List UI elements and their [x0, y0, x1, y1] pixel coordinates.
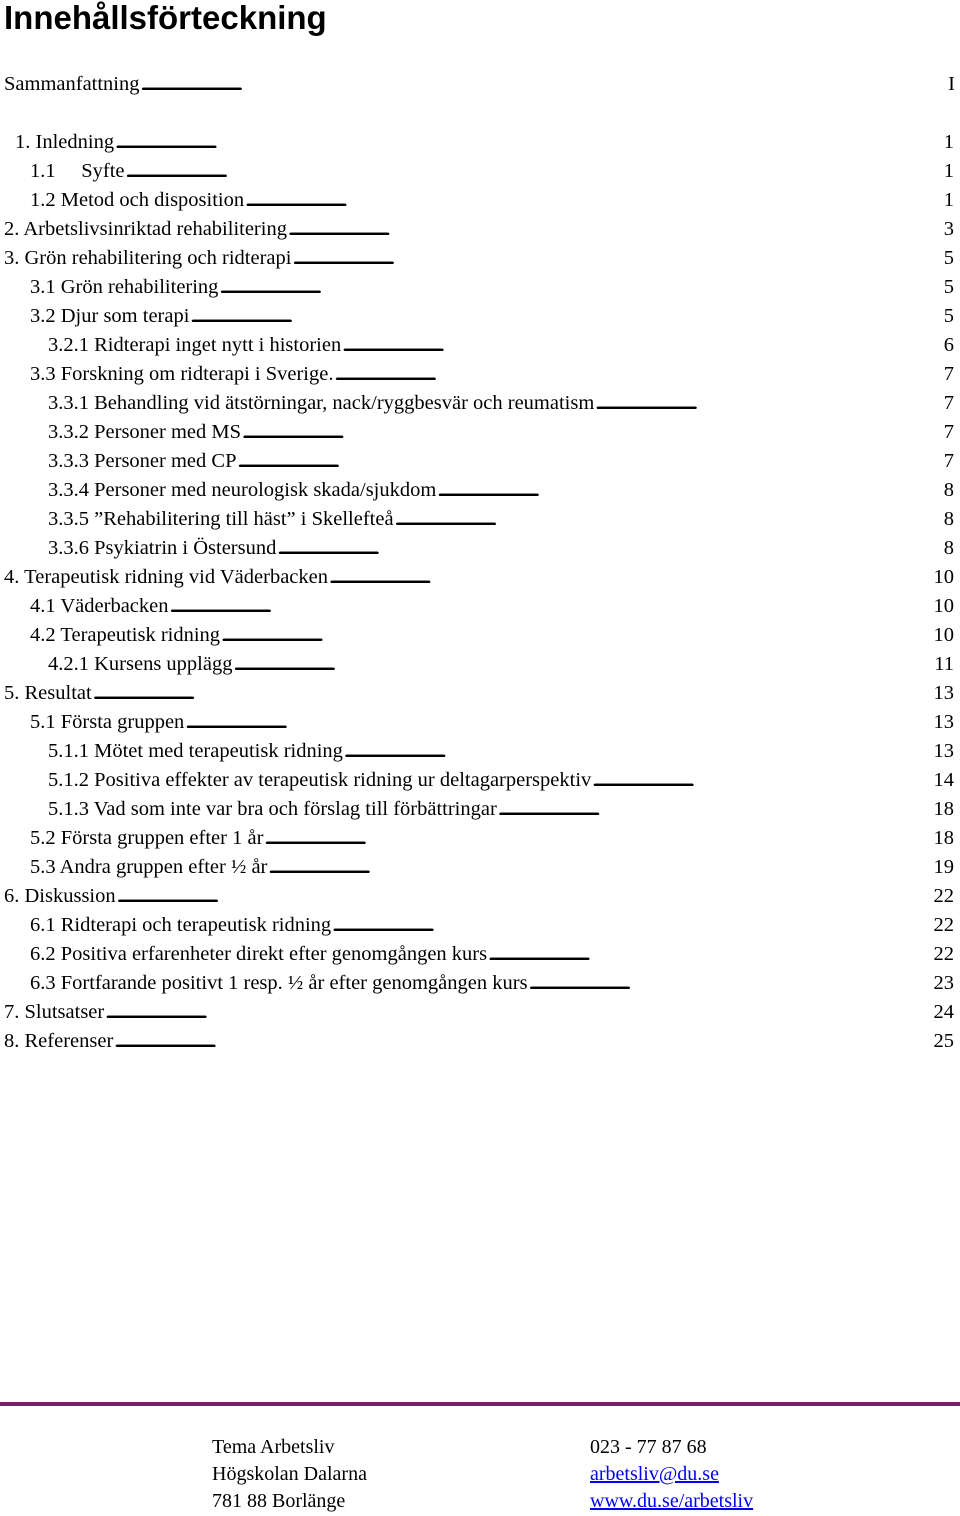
toc-entry-page-number: 6	[943, 334, 954, 356]
toc-dot-leader	[264, 824, 932, 853]
toc-entry-label: 6. Diskussion	[4, 885, 116, 907]
toc-entry[interactable]	[30, 592, 954, 621]
toc-dot-leader	[288, 215, 943, 244]
toc-dot-leader	[115, 128, 943, 157]
toc-entry[interactable]	[30, 157, 954, 186]
toc-entry[interactable]	[4, 998, 954, 1027]
toc-entry-page-number: 1	[943, 189, 954, 211]
footer-divider	[0, 1402, 960, 1406]
toc-entry[interactable]	[30, 302, 954, 331]
toc-dot-leader	[329, 563, 932, 592]
toc-entry-page-number: 11	[934, 653, 954, 675]
toc-dot-leader	[529, 969, 933, 998]
toc-entry-label: 1. Inledning	[15, 131, 115, 153]
toc-dot-leader	[170, 592, 933, 621]
toc-entry-page-number: 13	[933, 711, 954, 733]
toc-entry-label: 6.3 Fortfarande positivt 1 resp. ½ år efter genomgången kurs	[30, 972, 528, 994]
toc-dot-leader	[221, 621, 932, 650]
toc-entry[interactable]	[4, 70, 955, 99]
footer-contact-block	[590, 1434, 753, 1515]
toc-dot-leader	[219, 273, 942, 302]
toc-entry[interactable]	[48, 766, 954, 795]
toc-entry[interactable]	[48, 331, 954, 360]
toc-entry-page-number: 25	[933, 1030, 954, 1052]
toc-dot-leader	[105, 998, 932, 1027]
footer-address-block	[212, 1434, 367, 1515]
toc-entry-label: 1.1 Syfte	[30, 160, 125, 182]
toc-entry-label: 3. Grön rehabilitering och ridterapi	[4, 247, 292, 269]
toc-dot-leader	[233, 650, 933, 679]
toc-entry-label: 4.1 Väderbacken	[30, 595, 169, 617]
footer-email-link[interactable]: arbetsliv@du.se	[590, 1463, 719, 1485]
toc-entry-label: 2. Arbetslivsinriktad rehabilitering	[4, 218, 287, 240]
toc-entry-page-number: 5	[943, 276, 954, 298]
toc-dot-leader	[114, 1027, 932, 1056]
toc-dot-leader	[141, 70, 948, 99]
toc-entry[interactable]	[30, 186, 954, 215]
page-title: Innehållsförteckning	[4, 0, 327, 36]
toc-entry[interactable]	[48, 795, 954, 824]
toc-entry[interactable]	[30, 940, 954, 969]
toc-entry-page-number: 23	[933, 972, 954, 994]
toc-dot-leader	[344, 737, 933, 766]
toc-entry[interactable]	[30, 853, 954, 882]
footer-school: Högskolan Dalarna	[212, 1463, 367, 1485]
toc-entry[interactable]	[48, 418, 954, 447]
toc-entry-label: 7. Slutsatser	[4, 1001, 105, 1023]
footer-phone: 023 - 77 87 68	[590, 1436, 707, 1458]
toc-entry-label: Sammanfattning	[4, 73, 140, 95]
footer-address: 781 88 Borlänge	[212, 1490, 346, 1512]
toc-entry-page-number: 7	[943, 392, 954, 414]
toc-entry-label: 6.1 Ridterapi och terapeutisk ridning	[30, 914, 332, 936]
toc-entry[interactable]	[15, 128, 954, 157]
toc-dot-leader	[93, 679, 933, 708]
toc-entry-page-number: 22	[933, 885, 954, 907]
toc-entry[interactable]	[48, 389, 954, 418]
footer-org: Tema Arbetsliv	[212, 1436, 335, 1458]
toc-entry[interactable]	[30, 621, 954, 650]
toc-entry-label: 3.3.3 Personer med CP	[48, 450, 237, 472]
toc-dot-leader	[292, 244, 942, 273]
toc-entry[interactable]	[48, 505, 954, 534]
toc-dot-leader	[117, 882, 933, 911]
toc-entry-page-number: 14	[933, 769, 954, 791]
toc-entry-label: 5.1.2 Positiva effekter av terapeutisk ridning ur deltagarperspektiv	[48, 769, 592, 791]
toc-dot-leader	[242, 418, 943, 447]
toc-entry-label: 3.2.1 Ridterapi inget nytt i historien	[48, 334, 342, 356]
toc-entry-label: 3.3 Forskning om ridterapi i Sverige.	[30, 363, 334, 385]
toc-entry[interactable]	[4, 882, 954, 911]
toc-entry-page-number: 24	[933, 1001, 954, 1023]
toc-entry-label: 3.3.2 Personer med MS	[48, 421, 242, 443]
toc-entry[interactable]	[48, 476, 954, 505]
toc-dot-leader	[245, 186, 943, 215]
toc-dot-leader	[277, 534, 942, 563]
toc-entry-label: 6.2 Positiva erfarenheter direkt efter genomgången kurs	[30, 943, 488, 965]
toc-entry-label: 3.3.4 Personer med neurologisk skada/sjukdom	[48, 479, 437, 501]
toc-entry-label: 5.3 Andra gruppen efter ½ år	[30, 856, 268, 878]
toc-entry-label: 8. Referenser	[4, 1030, 114, 1052]
toc-entry-page-number: 19	[933, 856, 954, 878]
toc-entry-page-number: 8	[943, 508, 954, 530]
toc-dot-leader	[334, 360, 942, 389]
toc-dot-leader	[395, 505, 943, 534]
toc-entry-label: 3.2 Djur som terapi	[30, 305, 190, 327]
footer-web-link[interactable]: www.du.se/arbetsliv	[590, 1490, 754, 1512]
toc-dot-leader	[488, 940, 932, 969]
toc-entry-label: 3.3.6 Psykiatrin i Östersund	[48, 537, 277, 559]
toc-entry-page-number: 8	[943, 479, 954, 501]
toc-entry[interactable]	[30, 360, 954, 389]
toc-entry-label: 3.1 Grön rehabilitering	[30, 276, 219, 298]
toc-entry[interactable]	[48, 650, 954, 679]
toc-entry-label: 5. Resultat	[4, 682, 92, 704]
toc-dot-leader	[595, 389, 942, 418]
toc-entry-page-number: 13	[933, 740, 954, 762]
toc-entry-label: 5.1.1 Mötet med terapeutisk ridning	[48, 740, 343, 762]
toc-dot-leader	[592, 766, 932, 795]
toc-entry-label: 4. Terapeutisk ridning vid Väderbacken	[4, 566, 329, 588]
toc-entry[interactable]	[4, 215, 954, 244]
toc-entry-page-number: 18	[933, 798, 954, 820]
toc-entry-page-number: 1	[943, 160, 954, 182]
toc-entry-label: 3.3.5 ”Rehabilitering till häst” i Skellefteå	[48, 508, 394, 530]
toc-entry-page-number: 22	[933, 943, 954, 965]
toc-entry-label: 1.2 Metod och disposition	[30, 189, 245, 211]
toc-entry-page-number: 7	[943, 363, 954, 385]
toc-entry-page-number: 7	[943, 450, 954, 472]
toc-entry-page-number: 13	[933, 682, 954, 704]
toc-dot-leader	[332, 911, 932, 940]
toc-entry-label: 5.2 Första gruppen efter 1 år	[30, 827, 264, 849]
toc-dot-leader	[185, 708, 932, 737]
toc-entry-page-number: 10	[933, 595, 954, 617]
toc-entry-page-number: 5	[943, 247, 954, 269]
toc-entry[interactable]	[30, 824, 954, 853]
toc-entry-page-number: 18	[933, 827, 954, 849]
toc-entry-page-number: 3	[943, 218, 954, 240]
toc-dot-leader	[126, 157, 943, 186]
toc-entry-page-number: 8	[943, 537, 954, 559]
toc-entry-page-number: 10	[933, 566, 954, 588]
toc-entry[interactable]	[48, 737, 954, 766]
toc-entry-page-number: 7	[943, 421, 954, 443]
toc-dot-leader	[268, 853, 932, 882]
toc-entry-label: 4.2 Terapeutisk ridning	[30, 624, 221, 646]
toc-dot-leader	[237, 447, 942, 476]
toc-entry-page-number: I	[948, 73, 955, 95]
toc-entry-page-number: 10	[933, 624, 954, 646]
toc-entry[interactable]	[48, 447, 954, 476]
toc-dot-leader	[437, 476, 942, 505]
toc-entry[interactable]	[30, 911, 954, 940]
toc-entry-label: 5.1.3 Vad som inte var bra och förslag till förbättringar	[48, 798, 497, 820]
toc-entry-page-number: 22	[933, 914, 954, 936]
toc-entry[interactable]	[30, 273, 954, 302]
toc-entry[interactable]	[4, 679, 954, 708]
toc-entry-page-number: 5	[943, 305, 954, 327]
toc-entry[interactable]	[4, 244, 954, 273]
toc-dot-leader	[498, 795, 933, 824]
toc-entry[interactable]	[4, 1027, 954, 1056]
toc-entry-label: 3.3.1 Behandling vid ätstörningar, nack/ryggbesvär och reumatism	[48, 392, 595, 414]
toc-entry-label: 4.2.1 Kursens upplägg	[48, 653, 233, 675]
toc-dot-leader	[342, 331, 943, 360]
toc-entry-label: 5.1 Första gruppen	[30, 711, 185, 733]
toc-entry[interactable]	[4, 563, 954, 592]
toc-entry[interactable]	[30, 708, 954, 737]
toc-entry[interactable]	[48, 534, 954, 563]
toc-entry-page-number: 1	[943, 131, 954, 153]
toc-dot-leader	[190, 302, 942, 331]
toc-entry[interactable]	[30, 969, 954, 998]
